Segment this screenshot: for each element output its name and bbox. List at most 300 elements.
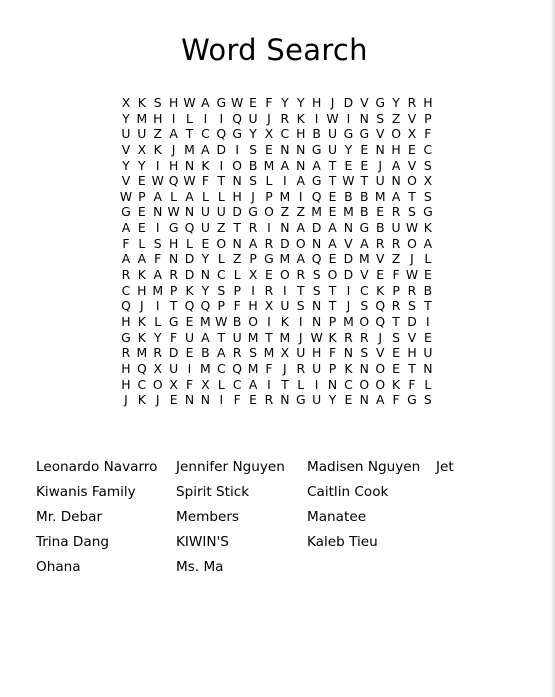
grid-letter: Y — [392, 95, 400, 110]
word-list-item: Leonardo Navarro — [36, 459, 158, 475]
grid-letter: C — [359, 282, 369, 298]
grid-letter: U — [232, 329, 242, 345]
grid-letter: J — [267, 110, 271, 126]
grid-letter: R — [391, 298, 401, 314]
grid-letter: H — [407, 345, 417, 361]
grid-letter: A — [391, 157, 401, 173]
grid-letter: H — [168, 235, 179, 251]
grid-letter: X — [407, 126, 417, 142]
grid-row — [118, 345, 436, 361]
grid-letter: F — [122, 235, 130, 251]
grid-letter: O — [407, 235, 417, 251]
grid-letter: A — [328, 220, 337, 236]
grid-letter: S — [249, 345, 257, 361]
grid-row — [118, 111, 436, 127]
grid-letter: E — [328, 251, 337, 267]
grid-letter: N — [280, 392, 290, 408]
grid-letter: W — [183, 95, 196, 110]
grid-letter: A — [137, 251, 147, 267]
grid-row — [118, 392, 436, 408]
grid-letter: M — [311, 204, 322, 220]
grid-letter: C — [201, 126, 210, 142]
grid-letter: R — [296, 267, 306, 283]
grid-letter: A — [360, 235, 369, 251]
grid-letter: E — [265, 141, 273, 157]
grid-letter: L — [201, 188, 209, 204]
grid-letter: A — [201, 95, 210, 110]
grid-letter: L — [186, 235, 193, 251]
grid-letter: F — [170, 329, 178, 345]
grid-letter: D — [343, 95, 354, 110]
grid-letter: M — [200, 360, 211, 376]
grid-letter: W — [405, 220, 419, 236]
grid-letter: E — [328, 204, 337, 220]
grid-letter: E — [137, 173, 146, 189]
grid-letter: U — [423, 345, 433, 361]
grid-letter: L — [233, 267, 241, 283]
grid-letter: G — [121, 329, 131, 345]
grid-letter: N — [359, 110, 369, 126]
grid-letter: X — [264, 126, 274, 142]
grid-letter: V — [407, 110, 417, 126]
grid-letter: G — [232, 126, 242, 142]
grid-letter: N — [184, 204, 195, 220]
grid-letter: M — [343, 204, 354, 220]
grid-letter: P — [249, 251, 257, 267]
grid-letter: U — [312, 360, 322, 376]
grid-letter: X — [169, 376, 178, 392]
grid-letter: C — [137, 376, 147, 392]
grid-letter: H — [168, 95, 179, 110]
grid-letter: A — [391, 188, 401, 204]
grid-letter: L — [424, 251, 432, 267]
grid-letter: A — [375, 392, 385, 408]
grid-letter: R — [121, 267, 131, 283]
grid-letter: R — [280, 110, 290, 126]
grid-letter: T — [408, 188, 416, 204]
word-list-item: Trina Dang — [36, 534, 109, 550]
grid-letter: U — [216, 204, 226, 220]
grid-letter: I — [283, 282, 287, 298]
grid-letter: U — [248, 110, 258, 126]
grid-row — [118, 377, 436, 393]
grid-letter: H — [311, 95, 322, 110]
grid-letter: K — [376, 282, 385, 298]
grid-letter: S — [312, 267, 321, 283]
grid-letter: N — [200, 392, 211, 408]
grid-letter: G — [407, 392, 417, 408]
grid-letter: E — [185, 313, 194, 329]
grid-letter: C — [232, 376, 242, 392]
word-list-item: KIWIN'S — [176, 534, 229, 550]
grid-letter: Q — [136, 360, 147, 376]
grid-letter: C — [280, 126, 290, 142]
grid-letter: C — [423, 141, 433, 157]
grid-letter: K — [392, 376, 401, 392]
grid-letter: Q — [184, 298, 195, 314]
grid-letter: P — [328, 360, 337, 376]
grid-letter: G — [343, 126, 354, 142]
grid-row — [118, 204, 436, 220]
grid-letter: G — [359, 126, 370, 142]
grid-letter: I — [298, 313, 303, 329]
grid-letter: T — [328, 157, 337, 173]
grid-letter: B — [423, 282, 433, 298]
word-list — [36, 458, 476, 583]
grid-letter: F — [233, 298, 241, 314]
grid-letter: E — [423, 267, 432, 283]
grid-letter: A — [153, 267, 162, 283]
grid-letter: L — [186, 110, 193, 126]
grid-letter: N — [423, 360, 433, 376]
grid-letter: X — [153, 360, 162, 376]
grid-letter: L — [265, 173, 273, 189]
grid-letter: F — [392, 392, 400, 408]
grid-letter: N — [311, 313, 322, 329]
grid-letter: Y — [281, 95, 289, 110]
grid-letter: J — [251, 188, 255, 204]
grid-letter: I — [267, 220, 271, 236]
grid-letter: P — [328, 313, 337, 329]
grid-letter: Y — [328, 392, 337, 408]
page-edge-shadow — [551, 0, 555, 697]
word-list-item: Mr. Debar — [36, 509, 103, 525]
grid-letter: W — [342, 173, 355, 189]
grid-letter: Y — [296, 95, 305, 110]
word-list-row — [36, 483, 476, 508]
grid-letter: I — [314, 376, 319, 392]
word-list-item: Kaleb Tieu — [307, 534, 378, 550]
grid-letter: P — [424, 110, 432, 126]
grid-letter: Q — [311, 251, 322, 267]
grid-letter: T — [328, 282, 337, 298]
grid-letter: S — [249, 141, 257, 157]
grid-letter: N — [153, 204, 163, 220]
grid-letter: N — [280, 220, 290, 236]
grid-letter: N — [168, 251, 179, 267]
grid-letter: D — [407, 313, 417, 329]
grid-letter: T — [281, 376, 289, 392]
grid-letter: Y — [201, 251, 210, 267]
grid-letter: R — [121, 345, 131, 361]
grid-letter: S — [153, 95, 162, 110]
grid-letter: H — [153, 110, 163, 126]
grid-letter: U — [200, 220, 210, 236]
page-title: Word Search — [181, 33, 368, 68]
grid-letter: H — [391, 141, 401, 157]
grid-letter: D — [184, 267, 195, 283]
word-list-item: Spirit Stick — [176, 484, 250, 500]
grid-letter: E — [360, 157, 369, 173]
grid-letter: Z — [391, 110, 401, 126]
grid-letter: M — [358, 251, 370, 267]
grid-letter: S — [312, 282, 321, 298]
grid-letter: K — [280, 313, 289, 329]
grid-letter: B — [360, 204, 369, 220]
grid-row — [118, 283, 436, 299]
grid-letter: L — [217, 251, 225, 267]
grid-letter: U — [327, 126, 338, 142]
grid-letter: O — [327, 267, 338, 283]
grid-letter: D — [168, 345, 179, 361]
grid-letter: N — [343, 345, 354, 361]
grid-letter: H — [296, 126, 306, 142]
grid-letter: G — [359, 220, 370, 236]
grid-letter: N — [280, 141, 290, 157]
grid-letter: E — [392, 360, 400, 376]
grid-letter: Y — [153, 329, 162, 345]
grid-letter: T — [424, 298, 432, 314]
grid-letter: P — [138, 188, 146, 204]
grid-letter: A — [312, 157, 321, 173]
grid-letter: U — [137, 126, 147, 142]
grid-letter: S — [249, 173, 257, 189]
grid-letter: R — [375, 235, 385, 251]
grid-letter: A — [296, 220, 305, 236]
grid-letter: G — [216, 95, 227, 110]
grid-letter: V — [375, 126, 385, 142]
grid-letter: A — [169, 126, 178, 142]
grid-letter: T — [217, 329, 226, 345]
grid-letter: E — [344, 157, 353, 173]
grid-letter: L — [170, 188, 178, 204]
grid-letter: Q — [168, 173, 179, 189]
grid-letter: E — [344, 392, 353, 408]
grid-letter: W — [215, 313, 228, 329]
grid-letter: M — [136, 345, 148, 361]
grid-letter: Z — [153, 126, 162, 142]
grid-letter: I — [314, 110, 319, 126]
grid-letter: Q — [375, 298, 386, 314]
grid-row — [118, 158, 436, 174]
word-list-row — [36, 458, 476, 483]
grid-letter: Z — [280, 204, 290, 220]
grid-letter: I — [346, 110, 351, 126]
grid-letter: M — [152, 282, 164, 298]
grid-letter: O — [264, 204, 274, 220]
grid-letter: W — [405, 267, 419, 283]
grid-letter: D — [232, 204, 242, 220]
grid-letter: R — [407, 282, 417, 298]
grid-letter: U — [184, 329, 195, 345]
grid-letter: Y — [138, 157, 146, 173]
grid-letter: H — [423, 95, 433, 110]
grid-letter: C — [216, 267, 226, 283]
grid-letter: N — [184, 157, 195, 173]
grid-letter: H — [121, 313, 131, 329]
grid-letter: X — [201, 376, 210, 392]
grid-letter: H — [168, 157, 179, 173]
grid-letter: W — [151, 173, 164, 189]
grid-letter: H — [137, 282, 147, 298]
grid-letter: I — [219, 392, 224, 408]
grid-letter: N — [327, 376, 338, 392]
grid-letter: I — [171, 110, 176, 126]
grid-letter: F — [392, 267, 400, 283]
word-list-item: Ms. Ma — [176, 559, 224, 575]
grid-letter: S — [153, 235, 162, 251]
grid-letter: D — [184, 251, 195, 267]
grid-letter: Q — [216, 126, 227, 142]
grid-letter: N — [311, 298, 322, 314]
word-list-item: Madisen Nguyen — [307, 459, 421, 475]
grid-letter: T — [265, 329, 273, 345]
grid-letter: N — [343, 220, 354, 236]
grid-letter: B — [312, 126, 321, 142]
grid-letter: D — [343, 267, 354, 283]
grid-letter: F — [265, 95, 273, 110]
grid-letter: Q — [200, 298, 211, 314]
grid-letter: A — [201, 141, 210, 157]
grid-letter: O — [248, 313, 258, 329]
grid-letter: O — [295, 235, 306, 251]
grid-letter: N — [232, 173, 242, 189]
grid-letter: T — [360, 173, 369, 189]
grid-letter: E — [137, 220, 146, 236]
grid-letter: P — [217, 298, 226, 314]
grid-letter: H — [248, 298, 258, 314]
grid-row — [118, 330, 436, 346]
grid-letter: E — [376, 204, 385, 220]
grid-letter: X — [248, 267, 258, 283]
grid-letter: J — [378, 157, 383, 173]
grid-letter: N — [375, 141, 385, 157]
grid-letter: L — [138, 235, 146, 251]
grid-letter: A — [248, 235, 258, 251]
grid-letter: V — [344, 235, 353, 251]
grid-letter: A — [185, 188, 194, 204]
grid-letter: N — [359, 392, 369, 408]
grid-letter: N — [311, 235, 322, 251]
grid-letter: J — [155, 392, 160, 408]
grid-letter: I — [155, 298, 160, 314]
grid-letter: S — [296, 298, 305, 314]
grid-letter: G — [168, 220, 179, 236]
grid-letter: J — [140, 298, 144, 314]
grid-letter: B — [375, 220, 385, 236]
grid-row — [118, 95, 436, 111]
grid-letter: N — [359, 360, 369, 376]
grid-letter: D — [216, 141, 227, 157]
grid-letter: J — [298, 329, 303, 345]
grid-letter: V — [360, 267, 369, 283]
grid-row — [118, 267, 436, 283]
grid-letter: I — [155, 157, 160, 173]
grid-letter: O — [216, 235, 227, 251]
grid-letter: D — [343, 251, 354, 267]
grid-letter: E — [408, 141, 416, 157]
grid-letter: O — [375, 360, 386, 376]
grid-row — [118, 298, 436, 314]
grid-letter: F — [424, 126, 432, 142]
grid-letter: L — [154, 313, 162, 329]
grid-letter: E — [392, 345, 400, 361]
grid-letter: S — [360, 345, 369, 361]
grid-letter: M — [247, 360, 259, 376]
grid-row — [118, 251, 436, 267]
grid-letter: I — [346, 282, 351, 298]
grid-letter: F — [201, 173, 209, 189]
grid-letter: O — [279, 267, 290, 283]
grid-letter: W — [167, 204, 180, 220]
grid-letter: B — [201, 345, 210, 361]
grid-letter: K — [137, 267, 146, 283]
grid-letter: K — [137, 313, 146, 329]
grid-letter: R — [264, 235, 274, 251]
grid-letter: U — [327, 141, 338, 157]
grid-letter: I — [219, 157, 224, 173]
grid-letter: J — [378, 329, 383, 345]
grid-letter: I — [155, 220, 160, 236]
grid-letter: U — [200, 204, 210, 220]
grid-letter: A — [121, 220, 131, 236]
grid-letter: U — [296, 345, 306, 361]
grid-letter: K — [137, 95, 146, 110]
grid-row — [118, 361, 436, 377]
grid-letter: A — [296, 173, 305, 189]
grid-letter: X — [423, 173, 433, 189]
grid-letter: V — [375, 345, 385, 361]
grid-letter: Q — [184, 220, 195, 236]
grid-letter: I — [251, 282, 255, 298]
grid-letter: G — [264, 251, 274, 267]
grid-letter: M — [200, 313, 211, 329]
grid-letter: U — [121, 126, 131, 142]
grid-letter: M — [279, 329, 291, 345]
grid-letter: N — [296, 157, 306, 173]
grid-row — [118, 236, 436, 252]
word-list-item: Caitlin Cook — [307, 484, 389, 500]
grid-letter: S — [423, 157, 432, 173]
grid-letter: F — [408, 376, 416, 392]
grid-letter: K — [344, 360, 353, 376]
grid-letter: O — [152, 376, 163, 392]
grid-letter: Z — [232, 251, 242, 267]
grid-letter: T — [296, 282, 305, 298]
grid-letter: G — [423, 204, 433, 220]
grid-letter: E — [249, 95, 257, 110]
grid-letter: E — [249, 392, 257, 408]
grid-letter: U — [169, 360, 179, 376]
grid-letter: X — [137, 141, 147, 157]
grid-letter: Q — [311, 188, 322, 204]
grid-letter: K — [423, 220, 432, 236]
grid-letter: I — [426, 313, 430, 329]
grid-letter: G — [121, 204, 131, 220]
grid-letter: R — [391, 235, 401, 251]
grid-letter: L — [217, 376, 225, 392]
grid-letter: P — [169, 282, 178, 298]
grid-letter: O — [359, 313, 370, 329]
grid-letter: S — [376, 110, 385, 126]
grid-letter: E — [201, 235, 210, 251]
grid-letter: Z — [296, 204, 305, 220]
word-list-item: Ohana — [36, 559, 81, 575]
grid-letter: F — [154, 251, 162, 267]
grid-letter: A — [201, 329, 210, 345]
grid-letter: R — [232, 345, 242, 361]
grid-letter: E — [185, 345, 194, 361]
letter-grid — [118, 95, 436, 408]
grid-letter: K — [137, 392, 146, 408]
grid-letter: J — [346, 298, 351, 314]
grid-letter: R — [248, 220, 258, 236]
grid-letter: S — [392, 329, 401, 345]
grid-letter: Y — [122, 110, 130, 126]
grid-letter: J — [330, 95, 335, 110]
grid-letter: Q — [232, 360, 243, 376]
grid-letter: B — [248, 157, 258, 173]
